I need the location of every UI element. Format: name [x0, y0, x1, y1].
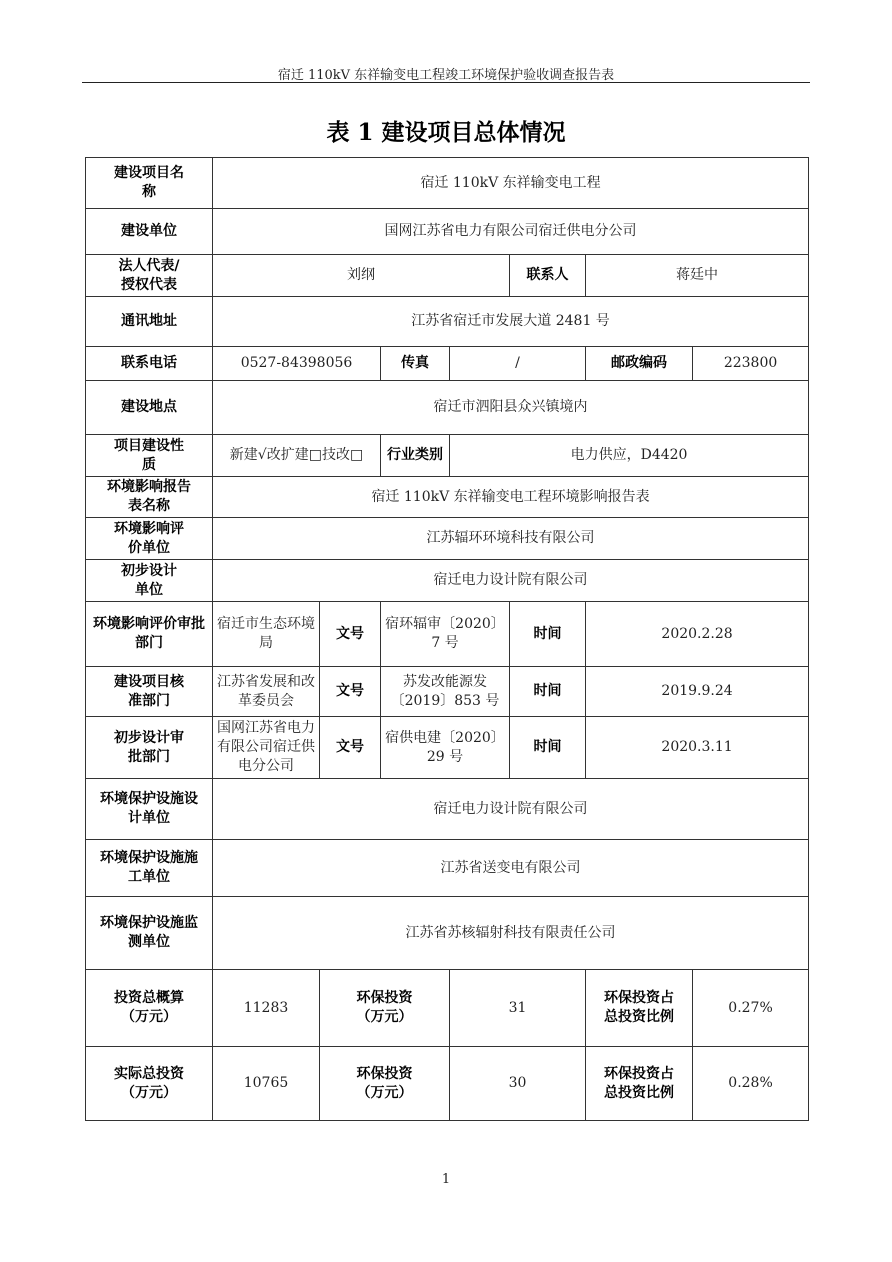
time-label: 时间: [510, 667, 586, 717]
env-design-label: 环境保护设施设计单位: [86, 779, 213, 840]
builder-label: 建设单位: [86, 209, 213, 255]
budget-env-value: 31: [450, 970, 586, 1047]
doc-no-label: 文号: [320, 667, 381, 717]
table-row: [86, 779, 809, 840]
design-approval-time: 2020.3.11: [586, 717, 809, 779]
table-row: [86, 209, 809, 255]
eia-unit-label: 环境影响评价单位: [86, 518, 213, 560]
project-overview-table: [85, 157, 809, 1121]
phone-label: 联系电话: [86, 347, 213, 381]
verify-time: 2019.9.24: [586, 667, 809, 717]
postcode-label: 邮政编码: [586, 347, 693, 381]
eia-report-value: 宿迁 110kV 东祥输变电工程环境影响报告表: [213, 477, 809, 518]
verify-label: 建设项目核准部门: [86, 667, 213, 717]
page-title: 表 1 建设项目总体情况: [326, 119, 566, 146]
eia-report-label: 环境影响报告表名称: [86, 477, 213, 518]
address-value: 江苏省宿迁市发展大道 2481 号: [213, 297, 809, 347]
contact-person-value: 蒋廷中: [586, 255, 809, 297]
project-name-value: 宿迁 110kV 东祥输变电工程: [213, 158, 809, 209]
time-label: 时间: [510, 717, 586, 779]
table-row: [86, 840, 809, 897]
industry-label: 行业类别: [381, 435, 450, 477]
env-ratio-label: 环保投资占总投资比例: [586, 1047, 693, 1121]
running-header: 宿迁 110kV 东祥输变电工程竣工环境保护验收调查报告表: [277, 68, 615, 83]
table-row: [86, 158, 809, 209]
env-design-value: 宿迁电力设计院有限公司: [213, 779, 809, 840]
budget-total-value: 11283: [213, 970, 320, 1047]
env-construct-value: 江苏省送变电有限公司: [213, 840, 809, 897]
verify-dept: 江苏省发展和改革委员会: [213, 667, 320, 717]
builder-value: 国网江苏省电力有限公司宿迁供电分公司: [213, 209, 809, 255]
actual-env-value: 30: [450, 1047, 586, 1121]
env-monitor-value: 江苏省苏核辐射科技有限责任公司: [213, 897, 809, 970]
prelim-design-value: 宿迁电力设计院有限公司: [213, 560, 809, 602]
design-approval-no: 宿供电建〔2020〕29 号: [381, 717, 510, 779]
table-row: [86, 255, 809, 297]
table-row: [86, 381, 809, 435]
postcode-value: 223800: [693, 347, 809, 381]
doc-no-label: 文号: [320, 717, 381, 779]
eia-approval-time: 2020.2.28: [586, 602, 809, 667]
time-label: 时间: [510, 602, 586, 667]
table-row: [86, 477, 809, 518]
location-label: 建设地点: [86, 381, 213, 435]
actual-total-value: 10765: [213, 1047, 320, 1121]
table-row: [86, 667, 809, 717]
table-row: [86, 717, 809, 779]
nature-label: 项目建设性质: [86, 435, 213, 477]
project-name-label: 建设项目名称: [86, 158, 213, 209]
contact-person-label: 联系人: [510, 255, 586, 297]
fax-label: 传真: [381, 347, 450, 381]
table-row: [86, 970, 809, 1047]
phone-value: 0527-84398056: [213, 347, 381, 381]
eia-unit-value: 江苏辐环环境科技有限公司: [213, 518, 809, 560]
eia-approval-dept: 宿迁市生态环境局: [213, 602, 320, 667]
table-row: [86, 560, 809, 602]
actual-ratio-value: 0.28%: [693, 1047, 809, 1121]
table-row: [86, 347, 809, 381]
header-rule: [82, 82, 810, 83]
location-value: 宿迁市泗阳县众兴镇境内: [213, 381, 809, 435]
eia-approval-no: 宿环辐审〔2020〕7 号: [381, 602, 510, 667]
table-row: [86, 602, 809, 667]
env-construct-label: 环境保护设施施工单位: [86, 840, 213, 897]
prelim-design-label: 初步设计单位: [86, 560, 213, 602]
eia-approval-label: 环境影响评价审批部门: [86, 602, 213, 667]
design-approval-label: 初步设计审批部门: [86, 717, 213, 779]
env-monitor-label: 环境保护设施监测单位: [86, 897, 213, 970]
table-row: [86, 518, 809, 560]
design-approval-dept: 国网江苏省电力有限公司宿迁供电分公司: [213, 717, 320, 779]
table-row: [86, 1047, 809, 1121]
actual-total-label: 实际总投资（万元）: [86, 1047, 213, 1121]
table-row: [86, 297, 809, 347]
budget-total-label: 投资总概算（万元）: [86, 970, 213, 1047]
budget-ratio-value: 0.27%: [693, 970, 809, 1047]
page-number: 1: [441, 1172, 451, 1187]
env-ratio-label: 环保投资占总投资比例: [586, 970, 693, 1047]
nature-value: 新建√改扩建□技改□: [213, 435, 381, 477]
industry-value: 电力供应，D4420: [450, 435, 809, 477]
table-row: [86, 435, 809, 477]
doc-no-label: 文号: [320, 602, 381, 667]
legal-rep-label: 法人代表/授权代表: [86, 255, 213, 297]
env-invest-label: 环保投资（万元）: [320, 970, 450, 1047]
verify-no: 苏发改能源发〔2019〕853 号: [381, 667, 510, 717]
env-invest-label: 环保投资（万元）: [320, 1047, 450, 1121]
fax-value: /: [450, 347, 586, 381]
legal-rep-value: 刘纲: [213, 255, 510, 297]
address-label: 通讯地址: [86, 297, 213, 347]
table-row: [86, 897, 809, 970]
